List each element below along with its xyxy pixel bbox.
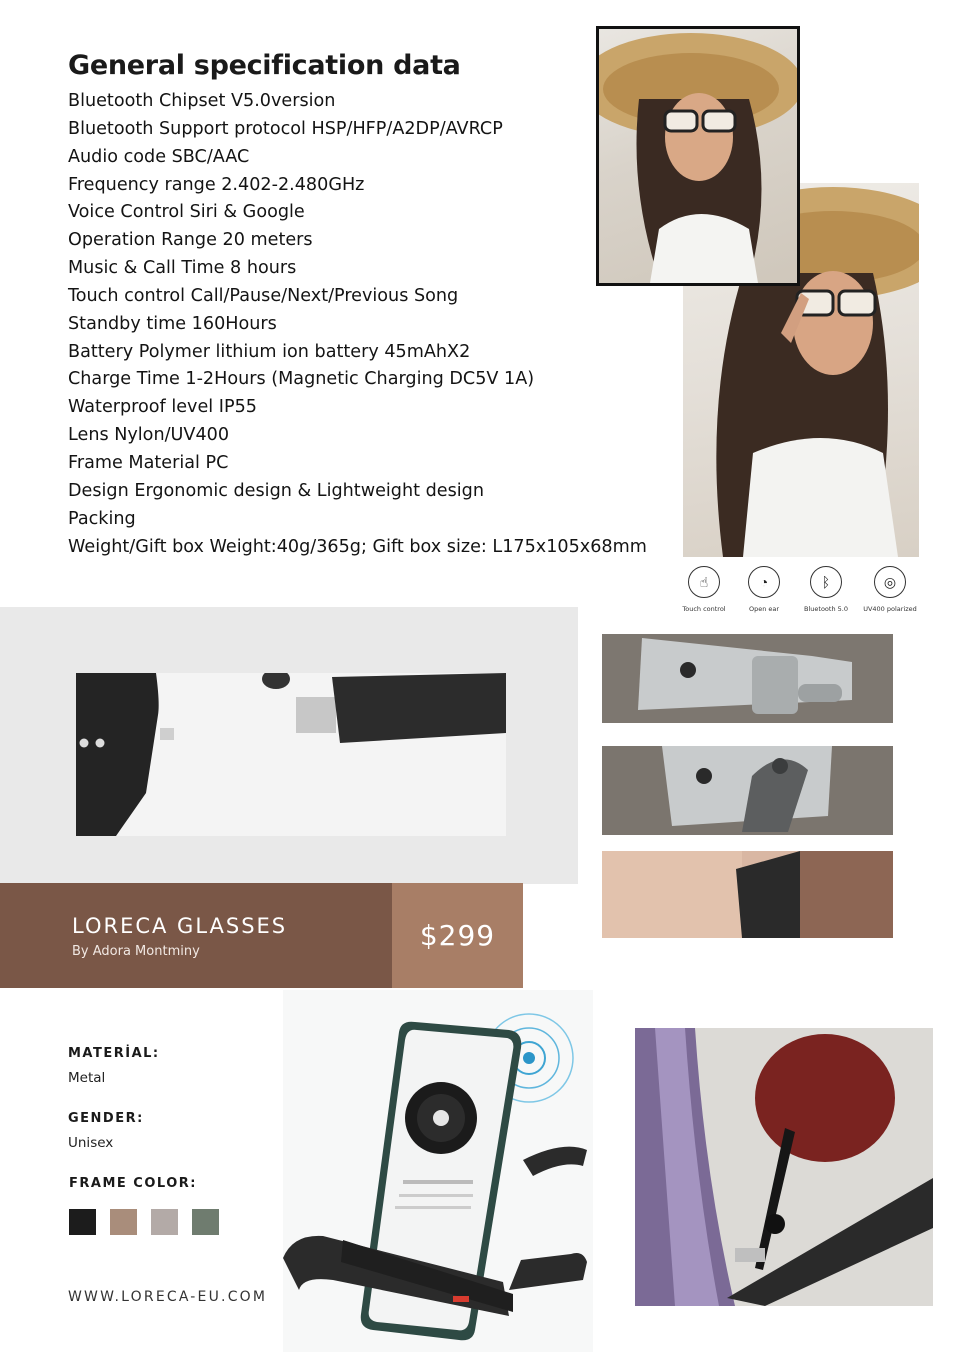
feature-uv400 (860, 566, 920, 613)
color-swatch-black[interactable] (69, 1209, 96, 1235)
website-link[interactable]: WWW.LORECA-EU.COM (68, 1289, 268, 1305)
gender-value: Unisex (68, 1135, 114, 1151)
spec-item: Music & Call Time 8 hours (68, 258, 297, 279)
color-swatch-green[interactable] (192, 1209, 219, 1235)
screwdriver-closeup-photo (635, 1028, 933, 1306)
glasses-icon: ◎ (874, 566, 906, 598)
feature-icons (674, 566, 924, 616)
feature-label: Touch control (682, 605, 726, 613)
product-price: $299 (419, 919, 496, 952)
spec-item: Frame Material PC (68, 452, 229, 473)
product-author: By Adora Montminy (72, 944, 200, 959)
color-swatch-grey[interactable] (151, 1209, 178, 1235)
gender-label: GENDER: (68, 1111, 144, 1126)
spec-item: Battery Polymer lithium ion battery 45mAhX2 (68, 341, 471, 362)
spec-title: General specification data (68, 50, 461, 81)
hinge-photo (76, 673, 506, 836)
spec-item: Design Ergonomic design & Lightweight design (68, 480, 484, 501)
price-box (392, 883, 523, 988)
feature-bluetooth (796, 566, 856, 613)
phone-glasses-photo (283, 990, 593, 1352)
material-value: Metal (68, 1070, 106, 1086)
spec-item: Bluetooth Chipset V5.0version (68, 91, 336, 111)
bluetooth-icon: ᛒ (810, 566, 842, 598)
feature-touch-control (674, 566, 734, 613)
spec-item: Operation Range 20 meters (68, 230, 313, 251)
spec-item: Charge Time 1-2Hours (Magnetic Charging DC5V 1A) (68, 369, 535, 390)
material-label: MATERİAL: (68, 1046, 160, 1061)
color-swatch-taupe[interactable] (110, 1209, 137, 1235)
spec-list (68, 88, 688, 561)
feature-open-ear (734, 566, 794, 613)
spec-item: Standby time 160Hours (68, 313, 277, 334)
spec-item: Audio code SBC/AAC (68, 146, 250, 167)
product-name: LORECA GLASSES (72, 914, 288, 938)
spec-item: Frequency range 2.402-2.480GHz (68, 174, 365, 195)
spec-item: Touch control Call/Pause/Next/Previous Song (68, 285, 459, 306)
spec-item: Waterproof level IP55 (68, 397, 257, 418)
model-photo-framed (596, 26, 800, 286)
hinge-detail-photo-3 (602, 851, 893, 938)
feature-label: Bluetooth 5.0 (804, 605, 848, 613)
ear-icon: ◔ (748, 566, 780, 598)
hinge-detail-photo-2 (602, 746, 893, 835)
spec-item: Weight/Gift box Weight:40g/365g; Gift box size: L175x105x68mm (68, 536, 647, 557)
spec-item: Bluetooth Support protocol HSP/HFP/A2DP/AVRCP (68, 118, 503, 139)
feature-label: Open ear (748, 605, 780, 613)
feature-label: UV400 polarized (863, 605, 917, 613)
spec-item: Packing (68, 508, 136, 529)
spec-item: Lens Nylon/UV400 (68, 425, 230, 446)
frame-color-label: FRAME COLOR: (69, 1176, 197, 1191)
hand-touch-icon: ☝ (688, 566, 720, 598)
spec-item: Voice Control Siri & Google (68, 202, 305, 223)
hinge-detail-photo-1 (602, 634, 893, 723)
